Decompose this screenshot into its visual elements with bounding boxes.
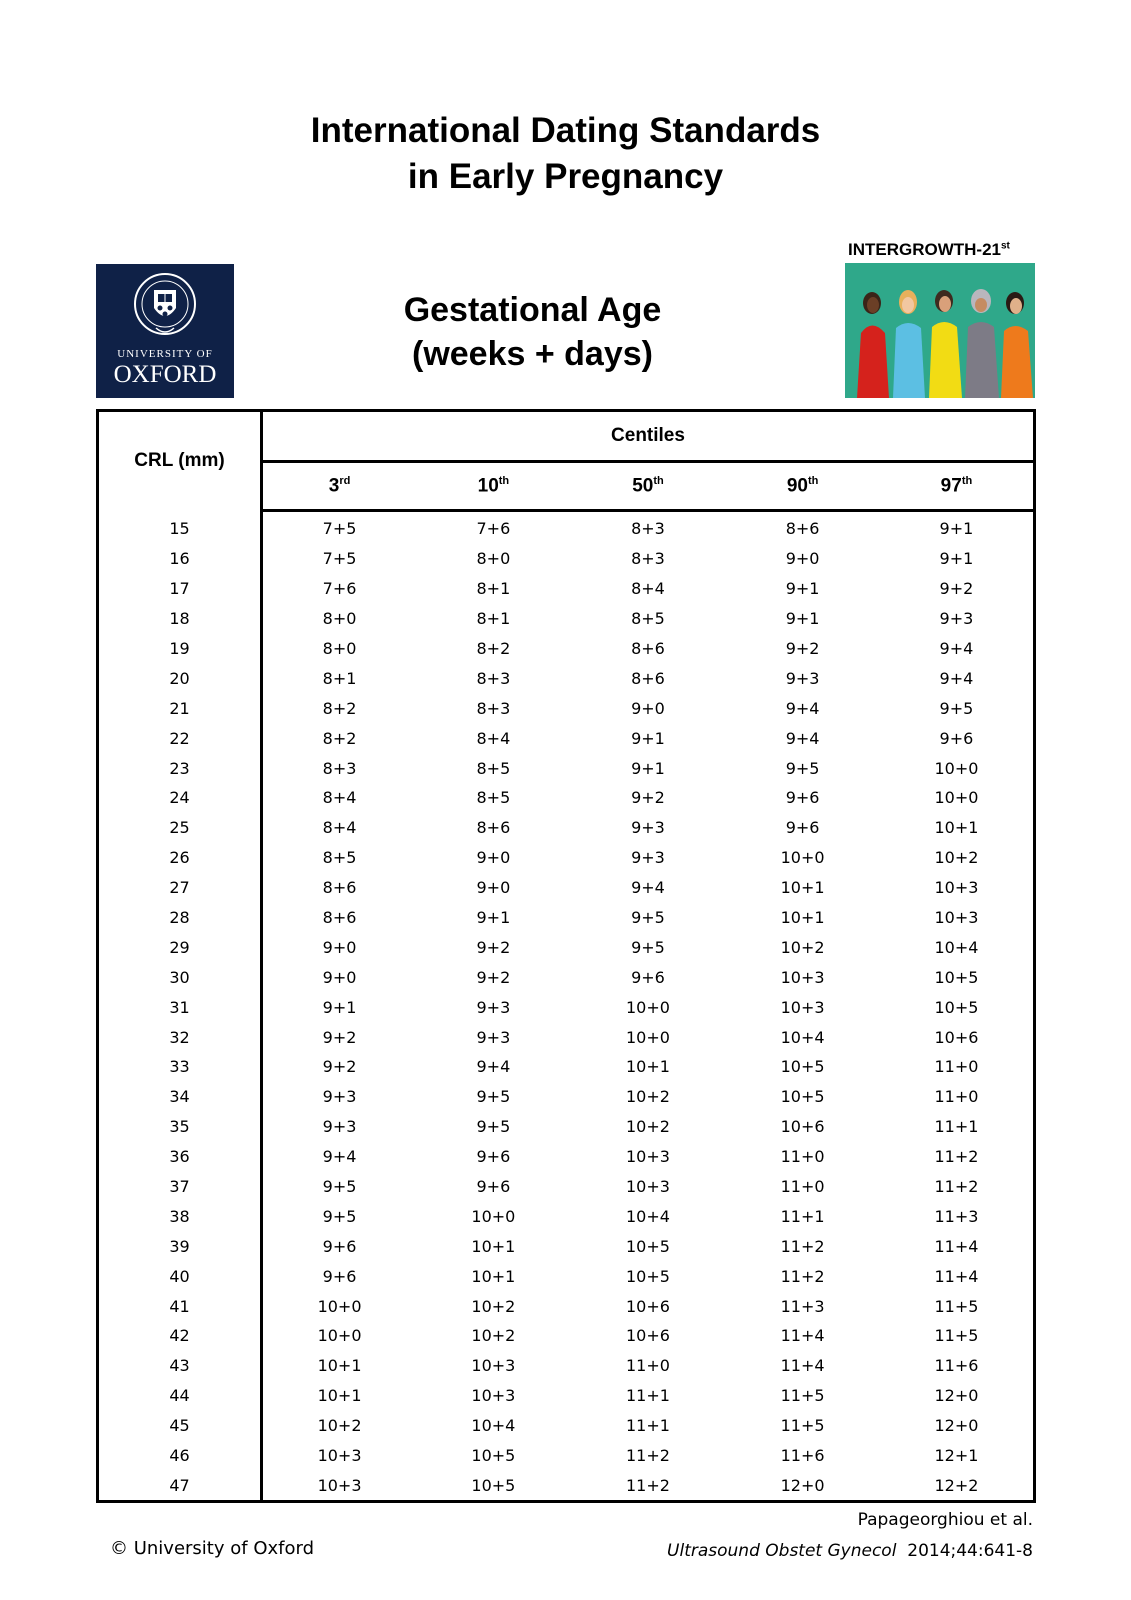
- centile-cell: 9+1: [631, 758, 665, 778]
- table-row: [98, 1112, 1035, 1142]
- centile-cell: 9+6: [939, 728, 974, 748]
- centile-cell: 10+1: [317, 1386, 362, 1406]
- centile-suffix: th: [807, 474, 819, 487]
- centile-cell: 8+3: [322, 758, 357, 778]
- centile-cell: 10+0: [626, 1027, 670, 1047]
- crl-cell: 15: [98, 511, 262, 544]
- centile-cell: 10+2: [626, 1087, 670, 1107]
- centile-cell: 7+5: [322, 519, 357, 539]
- centile-cell: 9+5: [631, 908, 665, 928]
- table-row: [98, 511, 1035, 544]
- crl-cell: 20: [98, 663, 262, 693]
- centile-cell: 8+6: [785, 519, 820, 539]
- centile-cell: 9+3: [939, 609, 974, 629]
- centile-cell: 10+0: [780, 848, 825, 868]
- crl-cell: 28: [98, 903, 262, 933]
- oxford-crest-icon: [96, 264, 234, 348]
- centile-cell: 9+4: [476, 1057, 511, 1077]
- centile-suffix: th: [653, 474, 664, 487]
- centile-cell: 8+4: [322, 788, 357, 808]
- centile-cell: 10+4: [471, 1416, 516, 1436]
- crl-cell: 25: [98, 813, 262, 843]
- centile-number: 10: [477, 475, 499, 497]
- centile-cell: 8+6: [631, 668, 665, 688]
- crl-cell: 16: [98, 544, 262, 574]
- table-row: [98, 693, 1035, 723]
- table-row: [98, 1441, 1035, 1471]
- centile-cell: 10+6: [626, 1326, 670, 1346]
- centile-cell: 8+2: [322, 728, 357, 748]
- centile-cell: 8+4: [476, 728, 511, 748]
- centile-cell: 9+6: [322, 1266, 357, 1286]
- centile-cell: 9+2: [322, 1057, 357, 1077]
- table-row: [98, 634, 1035, 664]
- centile-cell: 11+4: [780, 1356, 825, 1376]
- reference-authors: Papageorghiou et al.: [857, 1510, 1033, 1530]
- table-row: [98, 1351, 1035, 1381]
- centile-cell: 9+4: [322, 1147, 357, 1167]
- centile-cell: 8+0: [476, 549, 511, 569]
- centile-cell: 9+2: [939, 579, 974, 599]
- intergrowth-label: [848, 240, 1010, 260]
- centile-cell: 10+5: [934, 967, 979, 987]
- centile-cell: 9+2: [785, 639, 820, 658]
- centile-cell: 9+4: [785, 698, 820, 718]
- centile-cell: 8+0: [322, 639, 357, 658]
- centile-suffix: th: [961, 474, 973, 487]
- table-row: [98, 1082, 1035, 1112]
- centile-header-3: [262, 462, 417, 511]
- centile-cell: 11+4: [934, 1266, 979, 1286]
- centile-cell: 11+1: [934, 1117, 979, 1137]
- centile-cell: 10+5: [934, 997, 979, 1017]
- centile-cell: 8+5: [476, 788, 511, 808]
- centile-cell: 9+5: [476, 1117, 511, 1137]
- table-row: [98, 1201, 1035, 1231]
- centile-cell: 9+1: [939, 549, 974, 569]
- intergrowth-label-sup: st: [1001, 240, 1010, 252]
- centile-cell: 9+3: [785, 668, 820, 688]
- reference-citation: [667, 1541, 1033, 1561]
- centile-cell: 9+2: [476, 967, 511, 987]
- crl-cell: 38: [98, 1201, 262, 1231]
- centile-cell: 11+1: [626, 1416, 670, 1436]
- centile-cell: 10+1: [471, 1266, 516, 1286]
- centile-cell: 9+4: [631, 878, 665, 898]
- centile-cell: 9+6: [785, 788, 820, 808]
- table-row: [98, 723, 1035, 753]
- crl-cell: 31: [98, 992, 262, 1022]
- centile-cell: 11+0: [934, 1057, 979, 1077]
- centile-cell: 9+6: [631, 967, 665, 987]
- centile-cell: 9+3: [476, 997, 511, 1017]
- crl-cell: 34: [98, 1082, 262, 1112]
- table-row: [98, 544, 1035, 574]
- table-row: [98, 1022, 1035, 1052]
- centile-cell: 9+3: [631, 818, 665, 838]
- centile-cell: 9+6: [476, 1147, 511, 1167]
- centile-cell: 8+1: [322, 668, 357, 688]
- centile-cell: 9+0: [476, 848, 511, 868]
- centile-cell: 9+1: [939, 519, 974, 539]
- centile-cell: 9+5: [939, 698, 974, 718]
- centile-cell: 9+1: [322, 997, 357, 1017]
- table-row: [98, 1321, 1035, 1351]
- crl-cell: 21: [98, 693, 262, 723]
- title-line-2: in Early Pregnancy: [407, 157, 724, 196]
- centile-cell: 11+2: [934, 1177, 979, 1197]
- gestational-age-line-2: (weeks + days): [412, 335, 653, 373]
- crl-cell: 45: [98, 1411, 262, 1441]
- centile-cell: 9+0: [785, 549, 820, 569]
- centile-cell: 8+4: [322, 818, 357, 838]
- centile-cell: 11+3: [780, 1296, 825, 1316]
- centile-cell: 12+1: [934, 1446, 979, 1466]
- table-row: [98, 932, 1035, 962]
- centile-header-10: [416, 462, 571, 511]
- centile-cell: 9+5: [631, 937, 665, 957]
- centile-cell: 8+3: [476, 668, 511, 688]
- centile-cell: 11+2: [780, 1236, 825, 1256]
- centile-cell: 10+5: [626, 1236, 670, 1256]
- centile-cell: 9+2: [476, 937, 511, 957]
- table-row: [98, 992, 1035, 1022]
- crl-cell: 32: [98, 1022, 262, 1052]
- centile-cell: 10+1: [780, 908, 825, 928]
- centile-cell: 8+1: [476, 609, 511, 629]
- centile-cell: 10+0: [471, 1206, 516, 1226]
- crl-cell: 42: [98, 1321, 262, 1351]
- centile-cell: 10+1: [317, 1356, 362, 1376]
- table-row: [98, 1052, 1035, 1082]
- crl-cell: 43: [98, 1351, 262, 1381]
- centile-number: 50: [632, 475, 654, 497]
- centile-cell: 9+0: [322, 967, 357, 987]
- centile-cell: 11+5: [934, 1296, 979, 1316]
- table-row: [98, 753, 1035, 783]
- gestational-age-line-1: Gestational Age: [403, 291, 662, 329]
- centile-header-90: [725, 462, 880, 511]
- oxford-logo-big-text: OXFORD: [113, 361, 217, 388]
- centile-cell: 7+6: [322, 579, 357, 599]
- crl-cell: 35: [98, 1112, 262, 1142]
- centile-number: 90: [786, 475, 808, 497]
- centile-cell: 9+6: [785, 818, 820, 838]
- centile-cell: 9+3: [322, 1087, 357, 1107]
- crl-cell: 41: [98, 1291, 262, 1321]
- centile-cell: 11+0: [934, 1087, 979, 1107]
- crl-cell: 29: [98, 932, 262, 962]
- table-body: [98, 511, 1035, 1502]
- centile-cell: 10+2: [471, 1326, 516, 1346]
- centile-cell: 8+6: [631, 639, 665, 658]
- centile-cell: 8+5: [631, 609, 665, 629]
- crl-cell: 40: [98, 1261, 262, 1291]
- centile-cell: 10+3: [934, 908, 979, 928]
- table-row: [98, 663, 1035, 693]
- centile-cell: 9+1: [785, 579, 820, 599]
- table-row: [98, 574, 1035, 604]
- centile-cell: 8+2: [476, 639, 511, 658]
- centile-cell: 9+3: [476, 1027, 511, 1047]
- table-row: [98, 813, 1035, 843]
- centile-cell: 9+0: [322, 937, 357, 957]
- intergrowth-label-text: INTERGROWTH-21: [848, 240, 1001, 259]
- centile-cell: 8+3: [631, 519, 665, 539]
- centile-cell: 10+2: [780, 937, 825, 957]
- centile-cell: 10+5: [471, 1446, 516, 1466]
- centile-cell: 8+5: [322, 848, 357, 868]
- crl-cell: 26: [98, 843, 262, 873]
- centile-cell: 8+2: [322, 698, 357, 718]
- centile-cell: 10+3: [317, 1475, 362, 1495]
- centile-cell: 10+3: [471, 1386, 516, 1406]
- centile-cell: 11+0: [780, 1177, 825, 1197]
- centile-cell: 10+2: [626, 1117, 670, 1137]
- centile-cell: 12+2: [934, 1475, 979, 1495]
- centile-cell: 10+4: [934, 937, 979, 957]
- centile-cell: 11+4: [934, 1236, 979, 1256]
- gestational-age-heading: [360, 288, 705, 376]
- centile-cell: 10+0: [317, 1326, 362, 1346]
- centile-cell: 9+1: [785, 609, 820, 629]
- centile-cell: 11+3: [934, 1206, 979, 1226]
- centile-cell: 11+2: [934, 1147, 979, 1167]
- crl-cell: 36: [98, 1142, 262, 1172]
- centile-cell: 9+5: [322, 1206, 357, 1226]
- centile-number: 97: [940, 475, 962, 497]
- centile-cell: 10+1: [780, 878, 825, 898]
- centile-cell: 9+2: [631, 788, 665, 808]
- copyright: © University of Oxford: [110, 1538, 314, 1559]
- reference-journal: Ultrasound Obstet Gynecol: [667, 1541, 897, 1561]
- table-row: [98, 1471, 1035, 1502]
- centile-number: 3: [328, 475, 340, 497]
- centile-cell: 8+6: [322, 908, 357, 928]
- centile-cell: 10+2: [471, 1296, 516, 1316]
- centile-cell: 10+5: [471, 1475, 516, 1495]
- centile-cell: 11+2: [626, 1446, 670, 1466]
- centile-cell: 11+5: [780, 1386, 825, 1406]
- crl-cell: 37: [98, 1172, 262, 1202]
- centile-cell: 10+4: [626, 1206, 670, 1226]
- page-title: [0, 108, 1131, 200]
- centile-cell: 9+3: [631, 848, 665, 868]
- crl-cell: 39: [98, 1231, 262, 1261]
- crl-cell: 22: [98, 723, 262, 753]
- centile-cell: 8+1: [476, 579, 511, 599]
- oxford-logo-small-text: UNIVERSITY OF: [117, 348, 213, 360]
- oxford-logo: [96, 264, 234, 398]
- table-row: [98, 1261, 1035, 1291]
- table-row: [98, 1231, 1035, 1261]
- centile-cell: 11+5: [780, 1416, 825, 1436]
- centile-cell: 9+5: [476, 1087, 511, 1107]
- table-row: [98, 843, 1035, 873]
- centile-cell: 10+0: [934, 758, 979, 778]
- table-row: [98, 1411, 1035, 1441]
- centile-cell: 10+1: [626, 1057, 670, 1077]
- table-row: [98, 1142, 1035, 1172]
- centile-cell: 11+4: [780, 1326, 825, 1346]
- intergrowth-women-illustration: [845, 263, 1035, 398]
- centile-cell: 9+6: [322, 1236, 357, 1256]
- crl-header: CRL (mm): [98, 411, 262, 511]
- centile-cell: 9+5: [322, 1177, 357, 1197]
- crl-cell: 24: [98, 783, 262, 813]
- centile-header-97: [880, 462, 1035, 511]
- table-row: [98, 1172, 1035, 1202]
- centile-cell: 9+0: [476, 878, 511, 898]
- centile-cell: 8+3: [476, 698, 511, 718]
- centile-cell: 10+3: [934, 878, 979, 898]
- table-row: [98, 903, 1035, 933]
- centile-cell: 10+0: [317, 1296, 362, 1316]
- centile-cell: 10+2: [934, 848, 979, 868]
- centile-cell: 10+5: [626, 1266, 670, 1286]
- centile-cell: 9+6: [476, 1177, 511, 1197]
- centile-cell: 10+0: [626, 997, 670, 1017]
- reference-volume: 2014;44:641-8: [907, 1541, 1033, 1561]
- table-row: [98, 1291, 1035, 1321]
- centile-cell: 12+0: [934, 1416, 979, 1436]
- centile-cell: 10+3: [780, 967, 825, 987]
- centile-cell: 10+3: [626, 1147, 670, 1167]
- centile-cell: 9+3: [322, 1117, 357, 1137]
- centile-cell: 8+0: [322, 609, 357, 629]
- centile-cell: 9+5: [785, 758, 820, 778]
- centile-cell: 10+5: [780, 1057, 825, 1077]
- crl-cell: 27: [98, 873, 262, 903]
- centile-cell: 10+1: [934, 818, 979, 838]
- crl-cell: 30: [98, 962, 262, 992]
- crl-cell: 23: [98, 753, 262, 783]
- centile-cell: 12+0: [934, 1386, 979, 1406]
- centile-header-50: [571, 462, 726, 511]
- centile-cell: 11+1: [780, 1206, 825, 1226]
- centile-cell: 11+2: [780, 1266, 825, 1286]
- centile-cell: 10+6: [780, 1117, 825, 1137]
- centile-cell: 10+3: [626, 1177, 670, 1197]
- centile-cell: 10+6: [626, 1296, 670, 1316]
- centile-cell: 9+4: [785, 728, 820, 748]
- centile-cell: 11+6: [780, 1446, 825, 1466]
- centile-cell: 9+2: [322, 1027, 357, 1047]
- centile-cell: 8+5: [476, 758, 511, 778]
- centile-cell: 9+1: [476, 908, 511, 928]
- centile-cell: 12+0: [780, 1475, 825, 1495]
- centile-cell: 9+1: [631, 728, 665, 748]
- table-row: [98, 783, 1035, 813]
- table-row: [98, 962, 1035, 992]
- centile-cell: 10+6: [934, 1027, 979, 1047]
- centile-cell: 10+5: [780, 1087, 825, 1107]
- centile-cell: 10+1: [471, 1236, 516, 1256]
- crl-cell: 44: [98, 1381, 262, 1411]
- table-row: [98, 873, 1035, 903]
- centile-cell: 9+4: [939, 639, 974, 658]
- centile-cell: 9+4: [939, 668, 974, 688]
- centile-cell: 11+5: [934, 1326, 979, 1346]
- centile-cell: 11+0: [780, 1147, 825, 1167]
- crl-cell: 17: [98, 574, 262, 604]
- table-row: [98, 604, 1035, 634]
- centile-cell: 7+5: [322, 549, 357, 569]
- title-line-1: International Dating Standards: [310, 111, 821, 150]
- crl-cell: 18: [98, 604, 262, 634]
- table-row: [98, 1381, 1035, 1411]
- centile-cell: 10+0: [934, 788, 979, 808]
- centile-cell: 8+6: [322, 878, 357, 898]
- centile-cell: 11+2: [626, 1475, 670, 1495]
- centile-cell: 11+6: [934, 1356, 979, 1376]
- crl-cell: 46: [98, 1441, 262, 1471]
- crl-centile-table: [96, 409, 1036, 1503]
- centile-cell: 10+3: [471, 1356, 516, 1376]
- centile-cell: 10+3: [780, 997, 825, 1017]
- crl-cell: 19: [98, 634, 262, 664]
- centile-suffix: th: [498, 474, 510, 487]
- centile-cell: 8+6: [476, 818, 511, 838]
- centile-cell: 9+0: [631, 698, 665, 718]
- centile-cell: 10+4: [780, 1027, 825, 1047]
- centile-cell: 8+3: [631, 549, 665, 569]
- centiles-header: Centiles: [611, 425, 685, 446]
- crl-cell: 33: [98, 1052, 262, 1082]
- centile-cell: 10+3: [317, 1446, 362, 1466]
- centile-cell: 8+4: [631, 579, 665, 599]
- centile-cell: 10+2: [317, 1416, 362, 1436]
- centile-cell: 11+1: [626, 1386, 670, 1406]
- centile-cell: 7+6: [476, 519, 511, 539]
- crl-cell: 47: [98, 1471, 262, 1502]
- centile-suffix: rd: [339, 474, 351, 487]
- centile-cell: 11+0: [626, 1356, 670, 1376]
